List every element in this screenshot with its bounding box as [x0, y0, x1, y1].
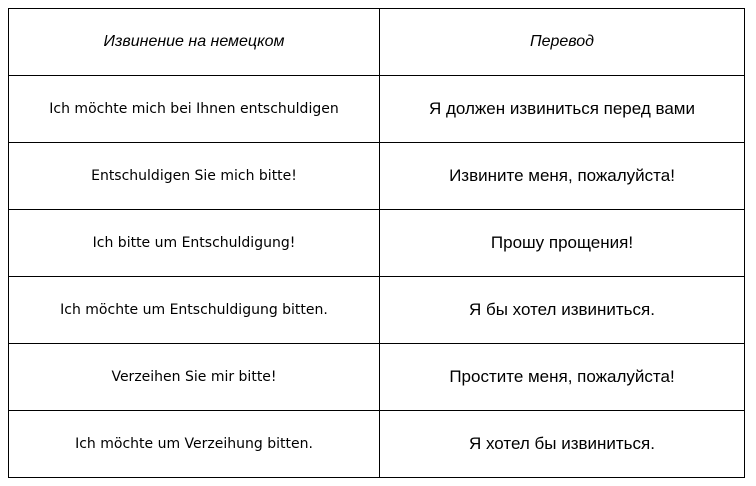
- russian-translation-cell: Я должен извиниться перед вами: [380, 76, 745, 143]
- russian-translation-cell: Я хотел бы извиниться.: [380, 411, 745, 478]
- table-header-row: [9, 9, 745, 76]
- german-phrase-cell: Ich bitte um Entschuldigung!: [9, 210, 380, 277]
- table-row: [9, 210, 745, 277]
- table-row: [9, 143, 745, 210]
- german-phrase-cell: Entschuldigen Sie mich bitte!: [9, 143, 380, 210]
- german-phrase-cell: Ich möchte mich bei Ihnen entschuldigen: [9, 76, 380, 143]
- german-phrase-cell: Ich möchte um Verzeihung bitten.: [9, 411, 380, 478]
- german-phrase-cell: Verzeihen Sie mir bitte!: [9, 344, 380, 411]
- russian-translation-cell: Извините меня, пожалуйста!: [380, 143, 745, 210]
- header-german-apology: Извинение на немецком: [9, 9, 380, 76]
- russian-translation-cell: Прошу прощения!: [380, 210, 745, 277]
- german-phrase-cell: Ich möchte um Entschuldigung bitten.: [9, 277, 380, 344]
- table-row: [9, 344, 745, 411]
- apology-phrases-table: [8, 8, 745, 478]
- russian-translation-cell: Я бы хотел извиниться.: [380, 277, 745, 344]
- russian-translation-cell: Простите меня, пожалуйста!: [380, 344, 745, 411]
- table-row: [9, 277, 745, 344]
- table-row: [9, 411, 745, 478]
- header-translation: Перевод: [380, 9, 745, 76]
- table-row: [9, 76, 745, 143]
